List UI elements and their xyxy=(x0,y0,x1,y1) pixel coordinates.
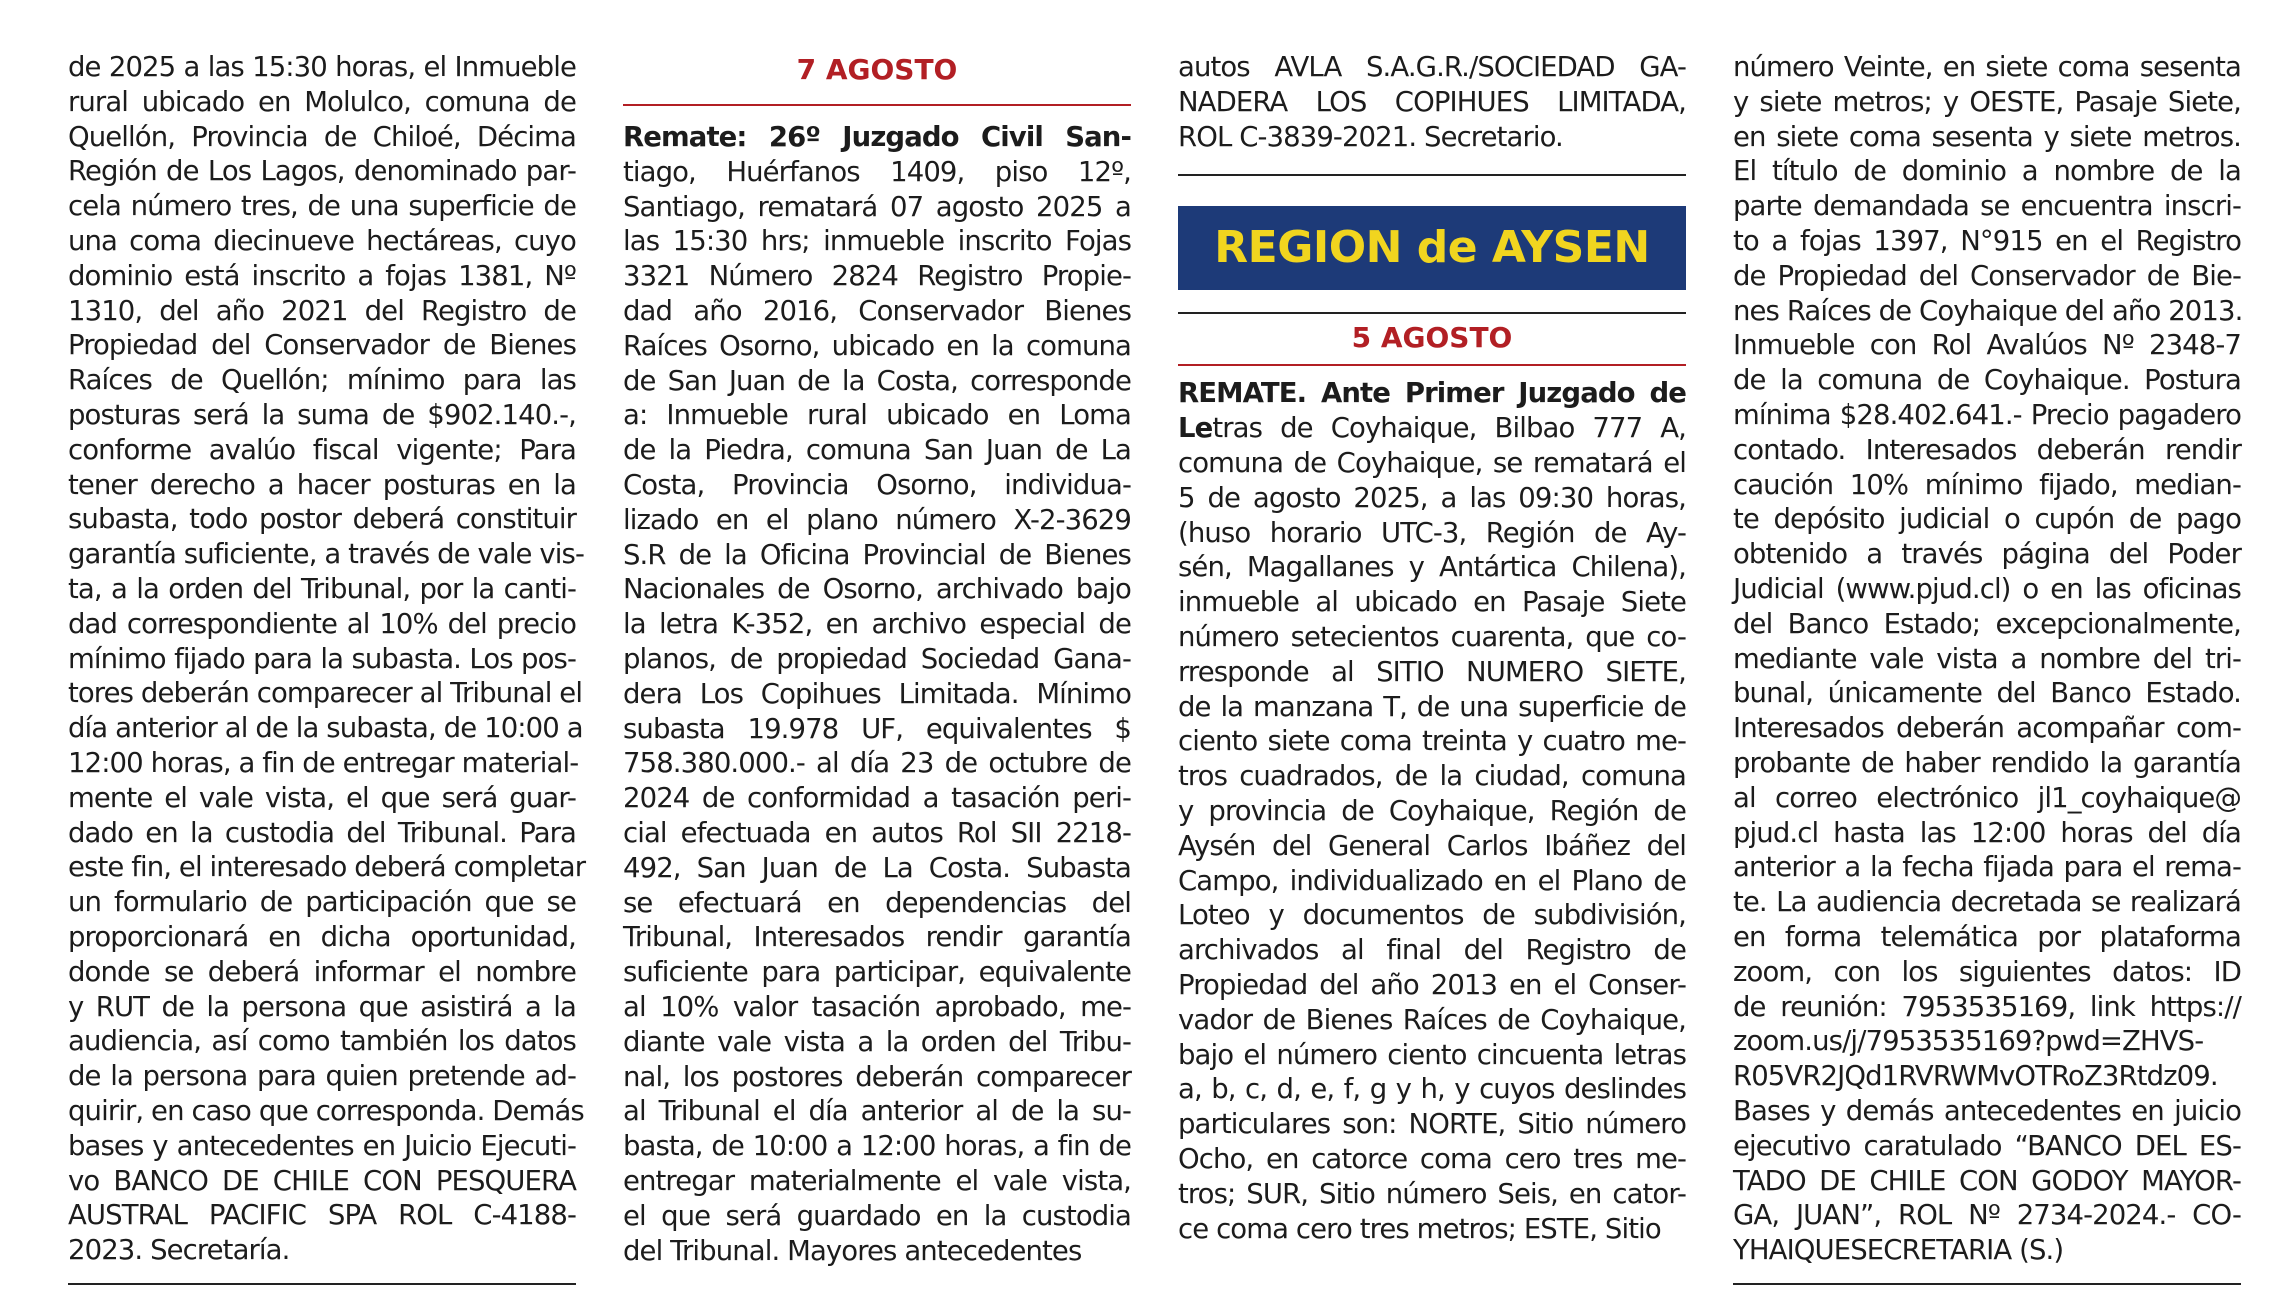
text-line: de la persona para quien pretende ad- xyxy=(68,1060,576,1093)
text-line: a: Inmueble rural ubicado en Loma xyxy=(623,399,1131,432)
text-line: dado en la custodia del Tribunal. Para xyxy=(68,816,576,849)
text-line: Campo, individualizado en el Plano de xyxy=(1178,864,1686,897)
notice-heading: REMATE. Ante Primer Juzgado de xyxy=(1178,377,1686,410)
text-line: tiago, Huérfanos 1409, piso 12º, xyxy=(623,155,1131,188)
text-line: dad año 2016, Conservador Bienes xyxy=(623,294,1131,327)
text-line: (huso horario UTC-3, Región de Ay- xyxy=(1178,516,1686,549)
text-line: donde se deberá informar el nombre xyxy=(68,955,576,988)
column-2 xyxy=(623,50,1131,1268)
date-heading-7-agosto: 7 AGOSTO xyxy=(796,53,958,86)
text-line: Inmueble con Rol Avalúos Nº 2348-7 xyxy=(1733,329,2241,362)
text-line: ta, a la orden del Tribunal, por la canti- xyxy=(68,572,576,605)
text-line: bases y antecedentes en Juicio Ejecuti- xyxy=(68,1129,576,1162)
text-line: particulares son: NORTE, Sitio número xyxy=(1178,1108,1686,1141)
text-line: del Banco Estado; excepcionalmente, xyxy=(1733,607,2241,640)
text-line: rresponde al SITIO NUMERO SIETE, xyxy=(1178,655,1686,688)
text-line: basta, de 10:00 a 12:00 horas, a fin de xyxy=(623,1130,1131,1163)
notice-line xyxy=(1178,411,1686,446)
text-line: Judicial (www.pjud.cl) o en las oficinas xyxy=(1733,572,2241,605)
text-line: te. La audiencia decretada se realizará xyxy=(1733,886,2241,919)
text-line: YHAIQUESECRETARIA (S.) xyxy=(1733,1234,2064,1267)
text-line: contado. Interesados deberán rendir xyxy=(1733,433,2241,466)
notice-line-text: tras de Coyhaique, Bilbao 777 A, xyxy=(1212,412,1686,445)
text-line: al 10% valor tasación aprobado, me- xyxy=(623,990,1131,1023)
text-line: dera Los Copihues Limitada. Mínimo xyxy=(623,677,1131,710)
text-line: AUSTRAL PACIFIC SPA ROL C-4188- xyxy=(68,1199,576,1232)
text-line: un formulario de participación que se xyxy=(68,886,576,919)
text-line: subasta, todo postor deberá constituir xyxy=(68,503,576,536)
text-line: TADO DE CHILE CON GODOY MAYOR- xyxy=(1733,1164,2241,1197)
text-line: 3321 Número 2824 Registro Propie- xyxy=(623,260,1131,293)
text-line: posturas será la suma de $902.140.-, xyxy=(68,398,576,431)
text-line: tener derecho a hacer posturas en la xyxy=(68,468,576,501)
text-line: número setecientos cuarenta, que co- xyxy=(1178,620,1686,653)
text-line: suficiente para participar, equivalente xyxy=(623,956,1131,989)
date-divider xyxy=(623,104,1131,106)
text-line: diante vale vista a la orden del Tribu- xyxy=(623,1025,1131,1058)
text-line: lizado en el plano número X-2-3629 xyxy=(623,503,1131,536)
text-line: de reunión: 7953535169, link https:// xyxy=(1733,990,2241,1023)
text-line: Bases y demás antecedentes en juicio xyxy=(1733,1094,2241,1127)
text-line: dad correspondiente al 10% del precio xyxy=(68,607,576,640)
text-line: cial efectuada en autos Rol SII 2218- xyxy=(623,816,1131,849)
text-line: se efectuará en dependencias del xyxy=(623,886,1131,919)
text-line: inmueble al ubicado en Pasaje Siete xyxy=(1178,586,1686,619)
text-line: tores deberán comparecer al Tribunal el xyxy=(68,677,583,710)
text-line: 1310, del año 2021 del Registro de xyxy=(68,294,576,327)
text-line: Loteo y documentos de subdivisión, xyxy=(1178,899,1686,932)
text-line: rural ubicado en Molulco, comuna de xyxy=(68,85,576,118)
text-line: 2024 de conformidad a tasación peri- xyxy=(623,782,1131,815)
text-line: mínimo fijado para la subasta. Los pos- xyxy=(68,642,576,675)
text-line: día anterior al de la subasta, de 10:00 a xyxy=(68,712,583,745)
text-line: en siete coma sesenta y siete metros. xyxy=(1733,120,2241,153)
text-line: audiencia, así como también los datos xyxy=(68,1025,576,1058)
text-line: nes Raíces de Coyhaique del año 2013. xyxy=(1733,294,2243,327)
text-line: 758.380.000.- al día 23 de octubre de xyxy=(623,747,1131,780)
text-line: NADERA LOS COPIHUES LIMITADA, xyxy=(1178,85,1686,118)
column-1 xyxy=(68,50,586,1268)
text-line: sén, Magallanes y Antártica Chilena), xyxy=(1178,551,1686,584)
text-line: de la manzana T, de una superficie de xyxy=(1178,690,1686,723)
text-line: Raíces Osorno, ubicado en la comuna xyxy=(623,329,1131,362)
text-line: caución 10% mínimo fijado, median- xyxy=(1733,468,2241,501)
text-line: y RUT de la persona que asistirá a la xyxy=(68,990,576,1023)
text-line: 12:00 horas, a fin de entregar material- xyxy=(68,746,579,779)
text-line: Quellón, Provincia de Chiloé, Décima xyxy=(68,120,576,153)
text-line: 2023. Secretaría. xyxy=(68,1234,290,1267)
text-line: GA, JUAN”, ROL Nº 2734-2024.- CO- xyxy=(1733,1199,2241,1232)
text-line: el que será guardado en la custodia xyxy=(623,1199,1131,1232)
text-line: mediante vale vista a nombre del tri- xyxy=(1733,642,2241,675)
text-line: bunal, únicamente del Banco Estado. xyxy=(1733,677,2241,710)
text-line: del Tribunal. Mayores antecedentes xyxy=(623,1234,1082,1267)
text-line: conforme avalúo fiscal vigente; Para xyxy=(68,433,576,466)
text-line: Costa, Provincia Osorno, individua- xyxy=(623,468,1131,501)
text-line: garantía suficiente, a través de vale vis- xyxy=(68,538,584,571)
text-line: vador de Bienes Raíces de Coyhaique, xyxy=(1178,1003,1686,1036)
text-line: de Propiedad del Conservador de Bie- xyxy=(1733,259,2241,292)
text-line: pjud.cl hasta las 12:00 horas del día xyxy=(1733,816,2241,849)
notice-body xyxy=(1178,446,1686,1246)
text-line: probante de haber rendido la garantía xyxy=(1733,746,2241,779)
text-line: 5 de agosto 2025, a las 09:30 horas, xyxy=(1178,481,1686,514)
text-line: al Tribunal el día anterior al de la su- xyxy=(623,1095,1131,1128)
text-line: ciento siete coma treinta y cuatro me- xyxy=(1178,725,1686,758)
bottom-rule xyxy=(1733,1283,2241,1285)
date-heading-5-agosto: 5 AGOSTO xyxy=(1351,321,1513,355)
text-line: y siete metros; y OESTE, Pasaje Siete, xyxy=(1733,85,2241,118)
text-line: vo BANCO DE CHILE CON PESQUERA xyxy=(68,1164,576,1197)
text-line: Región de Los Lagos, denominado par- xyxy=(68,155,576,188)
section-divider xyxy=(1178,174,1686,176)
text-line: de la comuna de Coyhaique. Postura xyxy=(1733,364,2241,397)
text-line: El título de dominio a nombre de la xyxy=(1733,155,2241,188)
text-line: S.R de la Oficina Provincial de Bienes xyxy=(623,538,1131,571)
text-line: zoom.us/j/7953535169?pwd=ZHVS- xyxy=(1733,1025,2204,1058)
text-line: mínima $28.402.641.- Precio pagadero xyxy=(1733,398,2241,431)
text-line: este fin, el interesado deberá completar xyxy=(68,851,586,884)
notice-heading: Remate: 26º Juzgado Civil San- xyxy=(623,121,1131,153)
text-line: tros cuadrados, de la ciudad, comuna xyxy=(1178,760,1686,793)
text-line: número Veinte, en siete coma sesenta xyxy=(1733,51,2241,83)
text-line: cela número tres, de una superficie de xyxy=(68,190,576,223)
column-4 xyxy=(1733,50,2241,1268)
text-line: ejecutivo caratulado “BANCO DEL ES- xyxy=(1733,1129,2241,1162)
region-banner: REGION de AYSEN xyxy=(1178,206,1686,290)
text-line: archivados al final del Registro de xyxy=(1178,934,1686,967)
text-line: y provincia de Coyhaique, Región de xyxy=(1178,794,1686,827)
text-line: to a fojas 1397, N°915 en el Registro xyxy=(1733,224,2241,257)
text-line: anterior a la fecha fijada para el rema- xyxy=(1733,851,2241,884)
text-line: parte demandada se encuentra inscri- xyxy=(1733,190,2241,223)
text-line: autos AVLA S.A.G.R./SOCIEDAD GA- xyxy=(1178,51,1686,83)
text-line: zoom, con los siguientes datos: ID xyxy=(1733,955,2241,988)
text-line: R05VR2JQd1RVRWMvOTRoZ3Rtdz09. xyxy=(1733,1060,2218,1093)
text-line: comuna de Coyhaique, se rematará el xyxy=(1178,446,1686,479)
text-line: Santiago, rematará 07 agosto 2025 a xyxy=(623,190,1131,223)
text-line: subasta 19.978 UF, equivalentes $ xyxy=(623,712,1131,745)
text-line: de San Juan de la Costa, corresponde xyxy=(623,364,1131,397)
section-divider xyxy=(1178,312,1686,314)
text-line: de 2025 a las 15:30 horas, el Inmueble xyxy=(68,51,576,83)
bottom-rule xyxy=(68,1283,576,1285)
text-line: obtenido a través página del Poder xyxy=(1733,538,2241,571)
text-line: al correo electrónico jl1_coyhaique@ xyxy=(1733,781,2241,814)
text-line: bajo el número ciento cincuenta letras xyxy=(1178,1038,1686,1071)
text-line: Aysén del General Carlos Ibáñez del xyxy=(1178,829,1686,862)
text-line: tros; SUR, Sitio número Seis, en cator- xyxy=(1178,1177,1686,1210)
text-line: Interesados deberán acompañar com- xyxy=(1733,712,2241,745)
text-line: en forma telemática por plataforma xyxy=(1733,920,2241,953)
text-line: las 15:30 hrs; inmueble inscrito Fojas xyxy=(623,225,1131,258)
text-line: Tribunal, Interesados rendir garantía xyxy=(623,921,1131,954)
text-line: Propiedad del Conservador de Bienes xyxy=(68,329,576,362)
text-line: ce coma cero tres metros; ESTE, Sitio xyxy=(1178,1212,1661,1245)
text-line: entregar materialmente el vale vista, xyxy=(623,1164,1131,1197)
text-line: Ocho, en catorce coma cero tres me- xyxy=(1178,1142,1686,1175)
text-line: planos, de propiedad Sociedad Gana- xyxy=(623,642,1131,675)
text-line: 492, San Juan de La Costa. Subasta xyxy=(623,851,1131,884)
text-line: Nacionales de Osorno, archivado bajo xyxy=(623,573,1131,606)
text-line: mente el vale vista, el que será guar- xyxy=(68,781,576,814)
text-line: quirir, en caso que corresponda. Demás xyxy=(68,1094,584,1127)
text-line: Raíces de Quellón; mínimo para las xyxy=(68,364,576,397)
notice-body xyxy=(623,155,1131,1269)
text-line: nal, los postores deberán comparecer xyxy=(623,1060,1131,1093)
text-line: te depósito judicial o cupón de pago xyxy=(1733,503,2241,536)
text-line: proporcionará en dicha oportunidad, xyxy=(68,920,576,953)
column-3 xyxy=(1178,50,1686,1246)
text-line: a, b, c, d, e, f, g y h, y cuyos deslindes xyxy=(1178,1073,1686,1106)
text-line: la letra K-352, en archivo especial de xyxy=(623,608,1131,641)
notice-continuation xyxy=(1178,50,1686,154)
date-divider xyxy=(1178,364,1686,366)
text-line: ROL C-3839-2021. Secretario. xyxy=(1178,120,1563,153)
text-line: dominio está inscrito a fojas 1381, Nº xyxy=(68,259,576,292)
text-line: Propiedad del año 2013 en el Conser- xyxy=(1178,968,1686,1001)
notice-heading-fragment: Le xyxy=(1178,412,1213,445)
text-line: de la Piedra, comuna San Juan de La xyxy=(623,434,1131,467)
text-line: una coma diecinueve hectáreas, cuyo xyxy=(68,224,576,257)
